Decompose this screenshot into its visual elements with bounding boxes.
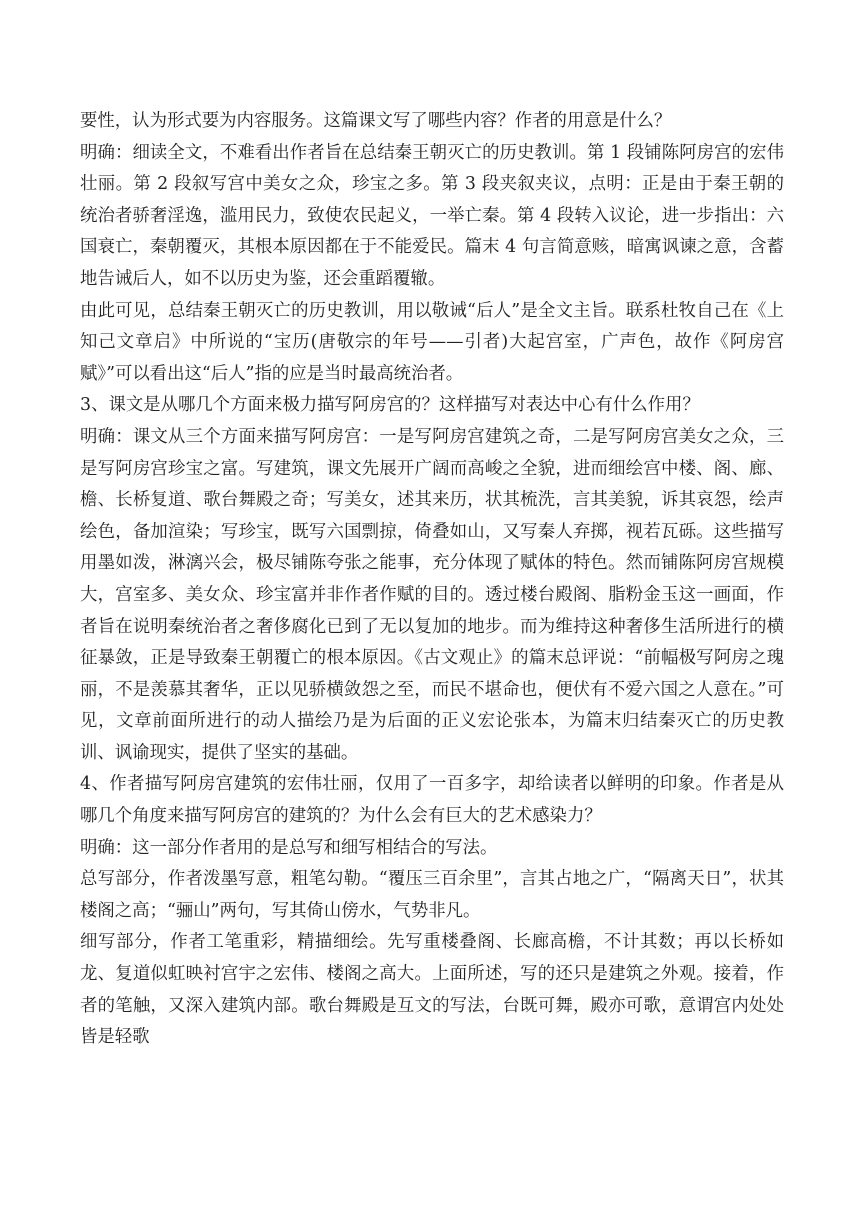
paragraph-conclusion: 由此可见，总结秦王朝灭亡的历史教训，用以敬诫“后人”是全文主旨。联系杜牧自己在《上知己文章启》中所说的“宝历(唐敬宗的年号——引者)大起宫室，广声色，故作《阿房宫赋》”可以看出这“后人”指的应是当时最高统治者。 <box>80 300 784 384</box>
question-4: 4、作者描写阿房宫建筑的宏伟壮丽，仅用了一百多字，却给读者以鲜明的印象。作者是从哪几个角度来描写阿房宫的建筑的？为什么会有巨大的艺术感染力？ <box>80 774 784 827</box>
question-3: 3、课文是从哪几个方面来极力描写阿房宫的？这样描写对表达中心有什么作用？ <box>80 395 700 416</box>
paragraph-detail-writing: 细写部分，作者工笔重彩，精描细绘。先写重楼叠阁、长廊高檐，不计其数；再以长桥如龙、复道似虹映衬宫宇之宏伟、楼阁之高大。上面所述，写的还只是建筑之外观。接着，作者的笔触，又深入建筑内部。歌台舞殿是互文的写法，台既可舞，殿亦可歌，意谓宫内处处皆是轻歌 <box>80 932 784 1048</box>
paragraph-answer-4: 明确：这一部分作者用的是总写和细写相结合的写法。 <box>80 837 498 858</box>
paragraph-answer-1: 明确：细读全文，不难看出作者旨在总结秦王朝灭亡的历史教训。第 1 段铺陈阿房宫的宏伟壮丽。第 2 段叙写宫中美女之众，珍宝之多。第 3 段夹叙夹议，点明：正是由于秦王朝的统治者骄奢淫逸，滥用民力，致使农民起义，一举亡秦。第 4 段转入议论，进一步指出：六国衰亡，秦朝覆灭，其根本原因都在于不能爱民。篇末 4 句言简意赅，暗寓讽谏之意，含蓄地告诫后人，如不以历史为鉴，还会重蹈覆辙。 <box>80 142 784 289</box>
paragraph-continuation: 要性，认为形式要为内容服务。这篇课文写了哪些内容？作者的用意是什么？ <box>80 111 672 131</box>
document-page <box>80 106 784 1054</box>
paragraph-answer-3: 明确：课文从三个方面来描写阿房宫：一是写阿房宫建筑之奇，二是写阿房宫美女之众，三是写阿房宫珍宝之富。写建筑，课文先展开广阔而高峻之全貌，进而细绘宫中楼、阁、廊、檐、长桥复道、歌台舞殿之奇；写美女，述其来历，状其梳洗，言其美貌，诉其哀怨，绘声绘色，备加渲染；写珍宝，既写六国剽掠，倚叠如山，又写秦人弃掷，视若瓦砾。这些描写用墨如泼，淋漓兴会，极尽铺陈夸张之能事，充分体现了赋体的特色。然而铺陈阿房宫规模大，宫室多、美女众、珍宝富并非作者作赋的目的。透过楼台殿阁、脂粉金玉这一画面，作者旨在说明秦统治者之奢侈腐化已到了无以复加的地步。而为维持这种奢侈生活所进行的横征暴敛，正是导致秦王朝覆亡的根本原因。《古文观止》的篇末总评说：“前幅极写阿房之瑰丽，不是羡慕其奢华，正以见骄横敛怨之至，而民不堪命也，便伏有不爱六国之人意在。”可见，文章前面所进行的动人描绘乃是为后面的正义宏论张本，为篇末归结秦灭亡的历史教训、讽谕现实，提供了坚实的基础。 <box>80 426 784 763</box>
paragraph-overview-writing: 总写部分，作者泼墨写意，粗笔勾勒。“覆压三百余里”，言其占地之广，“隔离天日”，状其楼阁之高；“骊山”两句，写其倚山傍水，气势非凡。 <box>80 869 784 921</box>
